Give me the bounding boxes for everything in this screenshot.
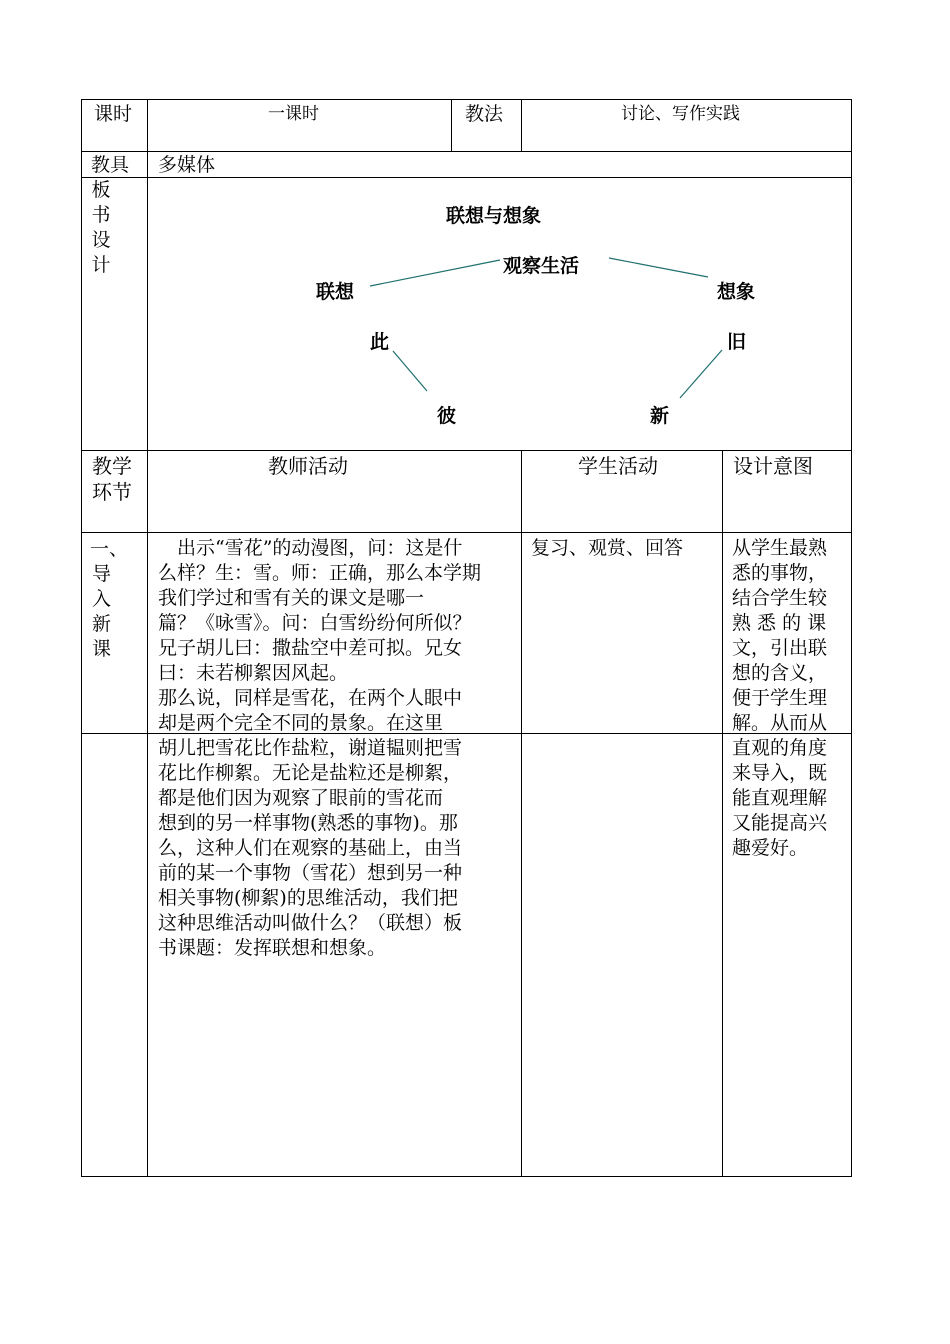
table-rule [81,532,852,533]
jiaofa-value: 讨论、写作实践 [621,104,740,124]
board-label-char: 设 [91,229,111,251]
table-border-left [81,99,82,1177]
teacher-line: 相关事物(柳絮)的思维活动，我们把 [158,887,458,909]
keshi-value: 一课时 [268,104,319,124]
board-left-bottom: 彼 [437,405,457,427]
table-rule [81,450,852,451]
teacher-line: 都是他们因为观察了眼前的雪花而 [158,787,444,809]
connector-line [393,351,427,391]
board-left-top: 此 [370,331,390,353]
connector-line [370,260,500,286]
board-right-bottom: 新 [650,405,670,427]
intent-line: 熟 悉 的 课 [732,612,827,634]
teacher-line: 么样？生：雪。师：正确，那么本学期 [158,562,482,584]
jiaoju-value: 多媒体 [158,154,216,176]
keshi-label: 课时 [94,103,133,125]
intent-line: 便于学生理 [732,687,828,709]
teacher-line: 兄子胡儿曰：撒盐空中差可拟。兄女 [158,637,463,659]
intent-line: 能直观理解 [732,787,828,809]
col-student: 学生活动 [578,454,658,478]
table-border-top [81,99,852,100]
teacher-line: 书课题：发挥联想和想象。 [158,937,387,959]
stage-column [90,537,130,662]
board-label-char: 板 [91,179,111,201]
col-intent: 设计意图 [733,454,813,478]
col-teacher: 教师活动 [268,454,348,478]
intent-line: 趣爱好。 [732,837,809,859]
intent-line: 悉的事物， [732,562,828,584]
intent-line: 直观的角度 [732,737,828,759]
board-left: 联想 [316,281,355,303]
col-stage-line1: 教学 [92,454,132,478]
stage-char: 课 [92,638,112,660]
teacher-line: 想到的另一样事物(熟悉的事物)。那 [158,812,458,834]
table-rule [81,151,852,152]
teacher-line: 出示“雪花”的动漫图，问：这是什 [158,537,463,559]
intent-top [732,536,846,736]
teacher-line: 么，这种人们在观察的基础上，由当 [158,837,463,859]
student-activity: 复习、观赏、回答 [531,537,684,559]
board-label [90,178,112,278]
jiaofa-label: 教法 [465,103,504,125]
board-right: 想象 [717,281,756,303]
teacher-line: 胡儿把雪花比作盐粒，谢道韫则把雪 [158,737,463,759]
table-rule [521,99,522,152]
teacher-line: 我们学过和雪有关的课文是哪一 [158,587,425,609]
intent-line: 文，引出联 [732,637,828,659]
teacher-line: 前的某一个事物（雪花）想到另一种 [158,862,463,884]
connector-line [680,350,722,398]
board-title: 联想与想象 [446,205,542,227]
intent-line: 来导入，既 [732,762,828,784]
intent-line: 想的含义， [732,662,828,684]
stage-char: 导 [92,563,112,585]
board-center: 观察生活 [503,255,580,277]
teacher-line: 却是两个完全不同的景象。在这里 [158,712,444,734]
intent-line: 从学生最熟 [732,537,828,559]
intent-line: 解。从而从 [732,712,828,734]
teacher-activity-bottom [158,736,514,961]
teacher-line: 曰：未若柳絮因风起。 [158,662,349,684]
table-border-bottom [81,1176,852,1177]
board-label-char: 计 [91,254,111,276]
intent-line: 结合学生较 [732,587,828,609]
table-border-right [851,99,852,1177]
intent-bottom [732,736,846,861]
table-rule [722,450,723,1177]
stage-char: 一、 [90,538,129,560]
stage-char: 入 [92,588,112,610]
teacher-line: 这种思维活动叫做什么？（联想）板 [158,912,463,934]
connector-line [609,258,708,277]
teacher-line: 花比作柳絮。无论是盐粒还是柳絮， [158,762,463,784]
teacher-activity-top [158,536,514,736]
board-right-top: 旧 [727,331,747,353]
jiaoju-label: 教具 [91,154,130,176]
teacher-line: 那么说，同样是雪花，在两个人眼中 [158,687,463,709]
intent-line: 又能提高兴 [732,812,828,834]
board-label-char: 书 [91,204,111,226]
stage-char: 新 [92,613,112,635]
col-stage-line2: 环节 [92,480,132,504]
table-rule [521,450,522,1177]
table-rule [451,99,452,152]
teacher-line: 篇？《咏雪》。问：白雪纷纷何所似？ [158,612,472,634]
